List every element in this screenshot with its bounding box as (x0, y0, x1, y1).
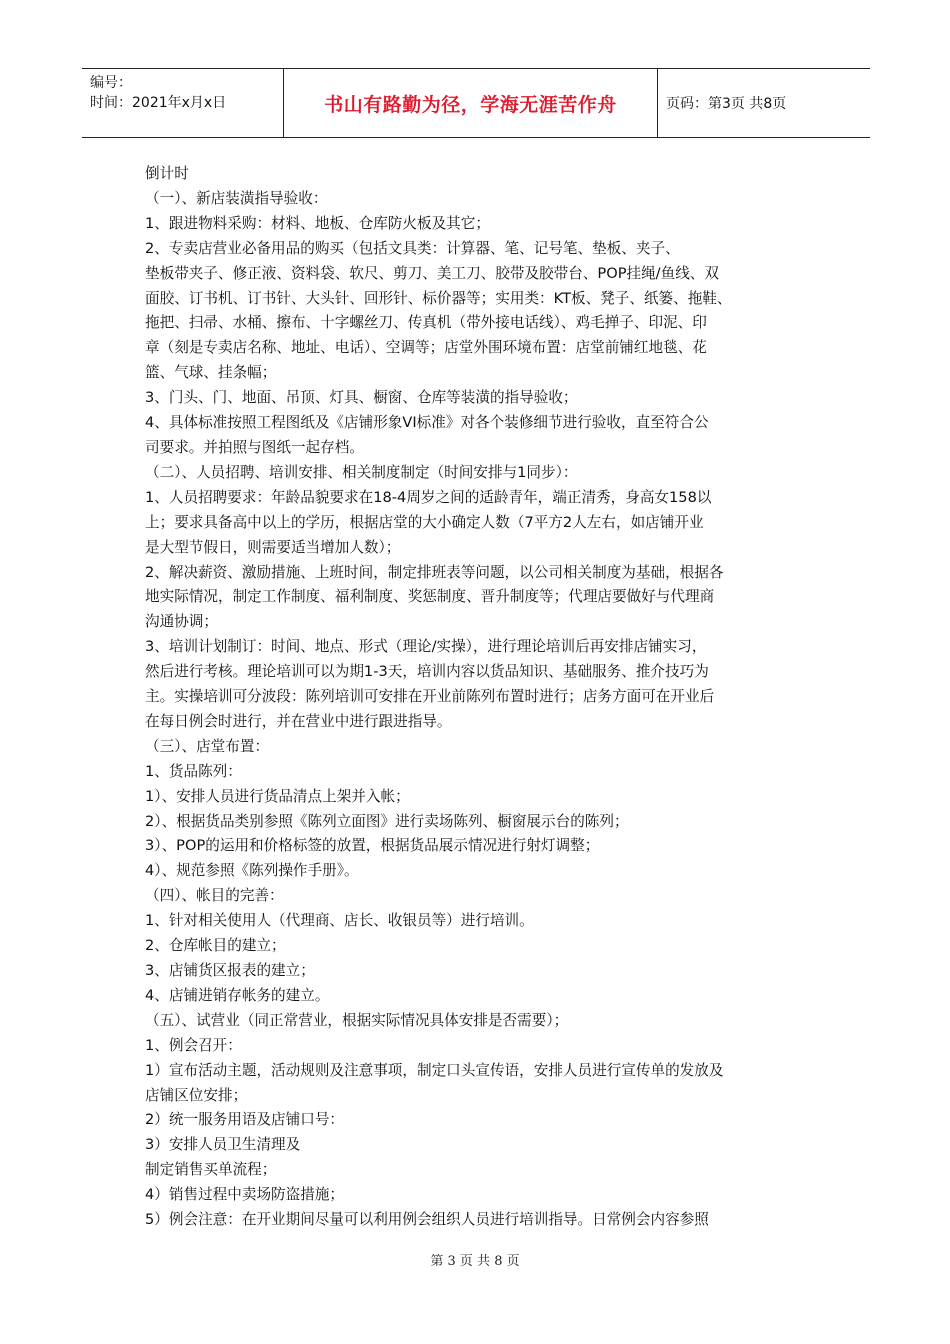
body-line: （一）、新店装潢指导验收： (145, 189, 328, 207)
body-line: 倒计时 (145, 165, 189, 182)
header-page-number: 页码：第3页 共8页 (666, 96, 787, 112)
body-line: 1、例会召开： (145, 1036, 242, 1054)
header-meta (82, 69, 284, 137)
document-number-label: 编号： (90, 75, 132, 91)
body-line: 2、解决薪资、激励措施、上班时间，制定排班表等问题，以公司相关制度为基础，根据各 (145, 563, 724, 581)
body-line: 4）、规范参照《陈列操作手册》。 (145, 862, 359, 880)
body-line: 1）、安排人员进行货品清点上架并入帐； (145, 787, 410, 805)
body-line: 是大型节假日，则需要适当增加人数）； (145, 538, 401, 556)
body-line: 上；要求具备高中以上的学历，根据店堂的大小确定人数（7平方2人左右，如店铺开业 (145, 513, 704, 531)
body-line: 沟通协调； (145, 613, 218, 631)
body-line: 拖把、扫帚、水桶、擦布、十字螺丝刀、传真机（带外接电话线）、鸡毛掸子、印泥、印 (145, 314, 707, 332)
body-line: 3）、POP的运用和价格标签的放置，根据货品展示情况进行射灯调整； (145, 837, 600, 855)
body-line: 4、店铺进销存帐务的建立。 (145, 986, 330, 1004)
body-line: 2、仓库帐目的建立； (145, 937, 286, 955)
document-body (145, 162, 817, 1233)
page-header (82, 68, 870, 138)
body-line: 1、跟进物料采购：材料、地板、仓库防火板及其它； (145, 214, 490, 232)
body-line: 店铺区位安排； (145, 1086, 248, 1104)
body-line: （二）、人员招聘、培训安排、相关制度制定（时间安排与1同步）： (145, 463, 578, 481)
body-line: 4、具体标准按照工程图纸及《店铺形象VI标准》对各个装修细节进行验收，直至符合公 (145, 414, 709, 432)
body-line: 1、人员招聘要求：年龄品貌要求在18-4周岁之间的适龄青年，端正清秀，身高女158以 (145, 488, 712, 506)
body-line: 主。实操培训可分波段：陈列培训可安排在开业前陈列布置时进行；店务方面可在开业后 (145, 688, 715, 706)
header-motto: 书山有路勤为径，学海无涯苦作舟 (284, 69, 658, 137)
body-line: 面胶、订书机、订书针、大头针、回形针、标价器等；实用类：KT板、凳子、纸篓、拖鞋、 (145, 289, 732, 307)
body-line: 2）统一服务用语及店铺口号： (145, 1111, 345, 1129)
body-line: （三）、店堂布置： (145, 737, 270, 755)
body-line: 3、门头、门、地面、吊顶、灯具、橱窗、仓库等装潢的指导验收； (145, 389, 578, 407)
body-line: 1）宣布活动主题，活动规则及注意事项，制定口头宣传语，安排人员进行宣传单的发放及 (145, 1061, 724, 1079)
body-line: 章（刻是专卖店名称、地址、电话）、空调等；店堂外围环境布置：店堂前铺红地毯、花 (145, 339, 707, 357)
body-line: 1、货品陈列： (145, 762, 242, 780)
body-line: （四）、帐目的完善： (145, 887, 284, 905)
body-line: 在每日例会时进行，并在营业中进行跟进指导。 (145, 712, 452, 730)
body-line: 然后进行考核。理论培训可以为期1-3天，培训内容以货品知识、基础服务、推介技巧为 (145, 663, 709, 681)
body-line: 2、专卖店营业必备用品的购买（包括文具类：计算器、笔、记号笔、垫板、夹子、 (145, 239, 680, 257)
body-line: 3、培训计划制订：时间、地点、形式（理论/实操），进行理论培训后再安排店铺实习， (145, 638, 707, 656)
body-line: 5）例会注意：在开业期间尽量可以利用例会组织人员进行培训指导。日常例会内容参照 (145, 1211, 709, 1229)
body-line: 1、针对相关使用人（代理商、店长、收银员等）进行培训。 (145, 912, 534, 930)
body-line: （五）、试营业（同正常营业，根据实际情况具体安排是否需要）； (145, 1011, 569, 1029)
document-date-label: 时间：2021年x月x日 (90, 95, 227, 111)
body-line: 篮、气球、挂条幅； (145, 364, 277, 382)
body-line: 地实际情况，制定工作制度、福利制度、奖惩制度、晋升制度等；代理店要做好与代理商 (145, 588, 715, 606)
body-line: 4）销售过程中卖场防盗措施； (145, 1186, 345, 1204)
page-footer: 第 3 页 共 8 页 (430, 1254, 520, 1269)
body-line: 垫板带夹子、修正液、资料袋、软尺、剪刀、美工刀、胶带及胶带台、POP挂绳/鱼线、双 (145, 264, 719, 282)
body-line: 3）安排人员卫生清理及 (145, 1136, 301, 1154)
body-line: 3、店铺货区报表的建立； (145, 962, 315, 979)
body-line: 制定销售买单流程； (145, 1161, 277, 1179)
body-line: 司要求。并拍照与图纸一起存档。 (145, 438, 364, 456)
body-line: 2）、根据货品类别参照《陈列立面图》进行卖场陈列、橱窗展示台的陈列； (145, 812, 629, 830)
